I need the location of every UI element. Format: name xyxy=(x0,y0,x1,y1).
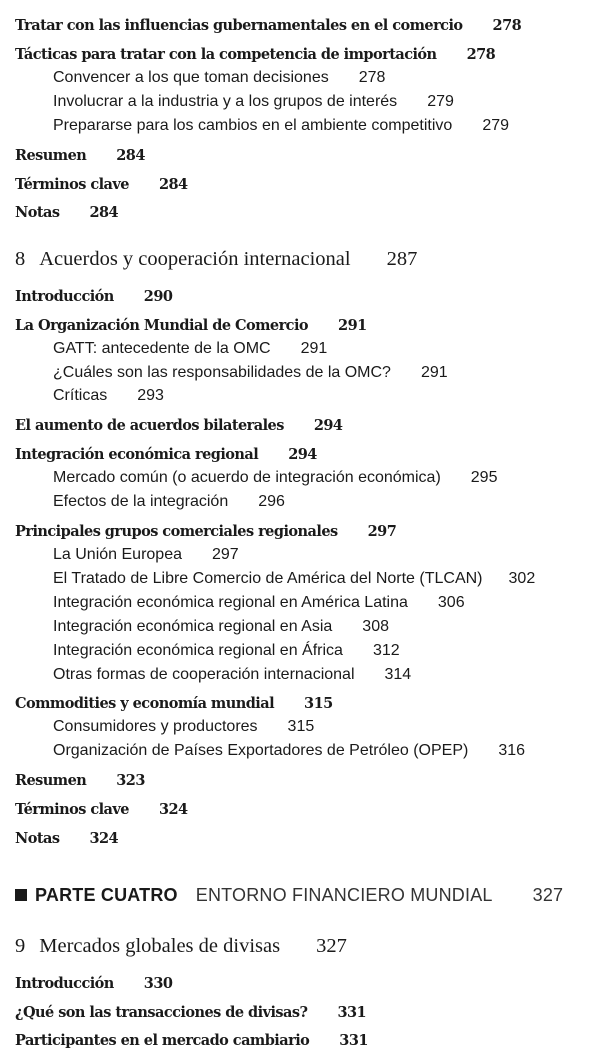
entry-title: Participantes en el mercado cambiario xyxy=(15,1032,310,1049)
entry-title: Prepararse para los cambios en el ambiente competitivo xyxy=(53,117,453,134)
page-number: 330 xyxy=(143,975,173,992)
toc-subentry xyxy=(53,493,285,511)
toc-entry xyxy=(15,17,521,34)
page-number: 306 xyxy=(437,594,465,611)
chapter-heading xyxy=(15,248,417,271)
toc-entry xyxy=(15,695,333,712)
page-number: 315 xyxy=(304,695,333,712)
toc-subentry xyxy=(53,340,327,358)
toc-entry xyxy=(15,204,118,221)
toc-subentry xyxy=(53,666,411,684)
entry-title: Notas xyxy=(15,204,60,221)
page-number: 324 xyxy=(158,801,188,818)
page-number: 284 xyxy=(158,176,188,193)
entry-title: ¿Cuáles son las responsabilidades de la OMC? xyxy=(53,364,391,381)
toc-entry xyxy=(15,446,317,463)
page-number: 297 xyxy=(211,546,239,563)
page-number: 331 xyxy=(339,1032,368,1049)
toc-subentry xyxy=(53,642,400,660)
entry-title: Términos clave xyxy=(15,176,129,193)
chapter-number: 9 xyxy=(15,935,26,957)
entry-title: Principales grupos comerciales regionales xyxy=(15,523,338,540)
part-label: PARTE CUATRO xyxy=(35,885,178,905)
entry-title: Commodities y economía mundial xyxy=(15,695,275,712)
entry-title: Involucrar a la industria y a los grupos de interés xyxy=(53,93,398,110)
toc-subentry xyxy=(53,594,465,612)
page-number: 331 xyxy=(337,1004,367,1021)
entry-title: La Unión Europea xyxy=(53,546,182,563)
toc-entry xyxy=(15,176,188,193)
entry-title: La Organización Mundial de Comercio xyxy=(15,317,309,334)
entry-title: Tácticas para tratar con la competencia de importación xyxy=(15,46,437,63)
page-number: 294 xyxy=(313,417,343,434)
entry-title: Organización de Países Exportadores de Petróleo (OPEP) xyxy=(53,742,469,759)
page-number: 294 xyxy=(288,446,317,463)
entry-title: Consumidores y productores xyxy=(53,718,258,735)
toc-entry xyxy=(15,975,172,992)
square-bullet-icon xyxy=(15,889,27,901)
toc-subentry xyxy=(53,570,535,588)
toc-entry xyxy=(15,317,367,334)
toc-subentry xyxy=(53,618,389,636)
entry-title: Términos clave xyxy=(15,801,129,818)
page-number: 287 xyxy=(386,248,418,270)
part-title: ENTORNO FINANCIERO MUNDIAL xyxy=(195,885,493,905)
toc-subentry xyxy=(53,742,525,760)
entry-title: ¿Qué son las transacciones de divisas? xyxy=(15,1004,308,1021)
entry-title: Integración económica regional en África xyxy=(53,642,343,659)
page-number: 327 xyxy=(532,885,564,905)
page-number: 291 xyxy=(300,340,328,357)
page-number: 284 xyxy=(89,204,119,221)
entry-title: Resumen xyxy=(15,147,87,164)
toc-subentry xyxy=(53,69,385,87)
chapter-title: Mercados globales de divisas xyxy=(39,935,281,957)
page-number: 324 xyxy=(89,830,119,847)
page-number: 323 xyxy=(116,772,145,789)
toc-entry xyxy=(15,801,188,818)
entry-title: Convencer a los que toman decisiones xyxy=(53,69,329,86)
page-number: 315 xyxy=(287,718,315,735)
toc-entry xyxy=(15,46,495,63)
toc-entry xyxy=(15,1032,368,1049)
toc-subentry xyxy=(53,117,509,135)
entry-title: Introducción xyxy=(15,975,114,992)
page-number: 278 xyxy=(358,69,386,86)
toc-subentry xyxy=(53,364,448,382)
page-number: 284 xyxy=(116,147,145,164)
page-number: 297 xyxy=(367,523,397,540)
page-number: 278 xyxy=(466,46,496,63)
page-number: 279 xyxy=(482,117,510,134)
page-number: 278 xyxy=(492,17,522,34)
page-number: 312 xyxy=(372,642,400,659)
page-number: 291 xyxy=(338,317,367,334)
page-number: 302 xyxy=(508,570,536,587)
entry-title: Introducción xyxy=(15,288,114,305)
entry-title: Resumen xyxy=(15,772,87,789)
toc-entry xyxy=(15,1004,366,1021)
page-number: 327 xyxy=(316,935,347,957)
entry-title: Efectos de la integración xyxy=(53,493,229,510)
toc-subentry xyxy=(53,546,239,564)
toc-entry xyxy=(15,523,396,540)
page-number: 308 xyxy=(362,618,389,635)
entry-title: Tratar con las influencias gubernamentales en el comercio xyxy=(15,17,463,34)
toc-entry xyxy=(15,772,145,789)
page-number: 279 xyxy=(427,93,454,110)
entry-title: Integración económica regional xyxy=(15,446,259,463)
entry-title: El Tratado de Libre Comercio de América del Norte (TLCAN) xyxy=(53,570,483,587)
entry-title: El aumento de acuerdos bilaterales xyxy=(15,417,284,434)
page-number: 295 xyxy=(470,469,498,486)
page-number: 314 xyxy=(384,666,412,683)
entry-title: GATT: antecedente de la OMC xyxy=(53,340,271,357)
toc-entry xyxy=(15,830,118,847)
page-number: 291 xyxy=(420,364,448,381)
page-number: 316 xyxy=(498,742,526,759)
toc-subentry xyxy=(53,93,454,111)
entry-title: Mercado común (o acuerdo de integración económica) xyxy=(53,469,441,486)
page-number: 290 xyxy=(143,288,173,305)
toc-entry xyxy=(15,147,145,164)
toc-subentry xyxy=(53,718,314,736)
chapter-title: Acuerdos y cooperación internacional xyxy=(39,248,351,270)
chapter-number: 8 xyxy=(15,248,26,270)
entry-title: Integración económica regional en Asia xyxy=(53,618,333,635)
chapter-heading xyxy=(15,935,347,958)
page-number: 293 xyxy=(137,387,164,404)
toc-subentry xyxy=(53,469,497,487)
toc-entry xyxy=(15,417,342,434)
part-heading xyxy=(15,885,563,906)
entry-title: Críticas xyxy=(53,387,108,404)
page-number: 296 xyxy=(258,493,285,510)
entry-title: Otras formas de cooperación internacional xyxy=(53,666,355,683)
toc-subentry xyxy=(53,387,164,405)
toc-entry xyxy=(15,288,172,305)
entry-title: Notas xyxy=(15,830,60,847)
entry-title: Integración económica regional en América Latina xyxy=(53,594,408,611)
